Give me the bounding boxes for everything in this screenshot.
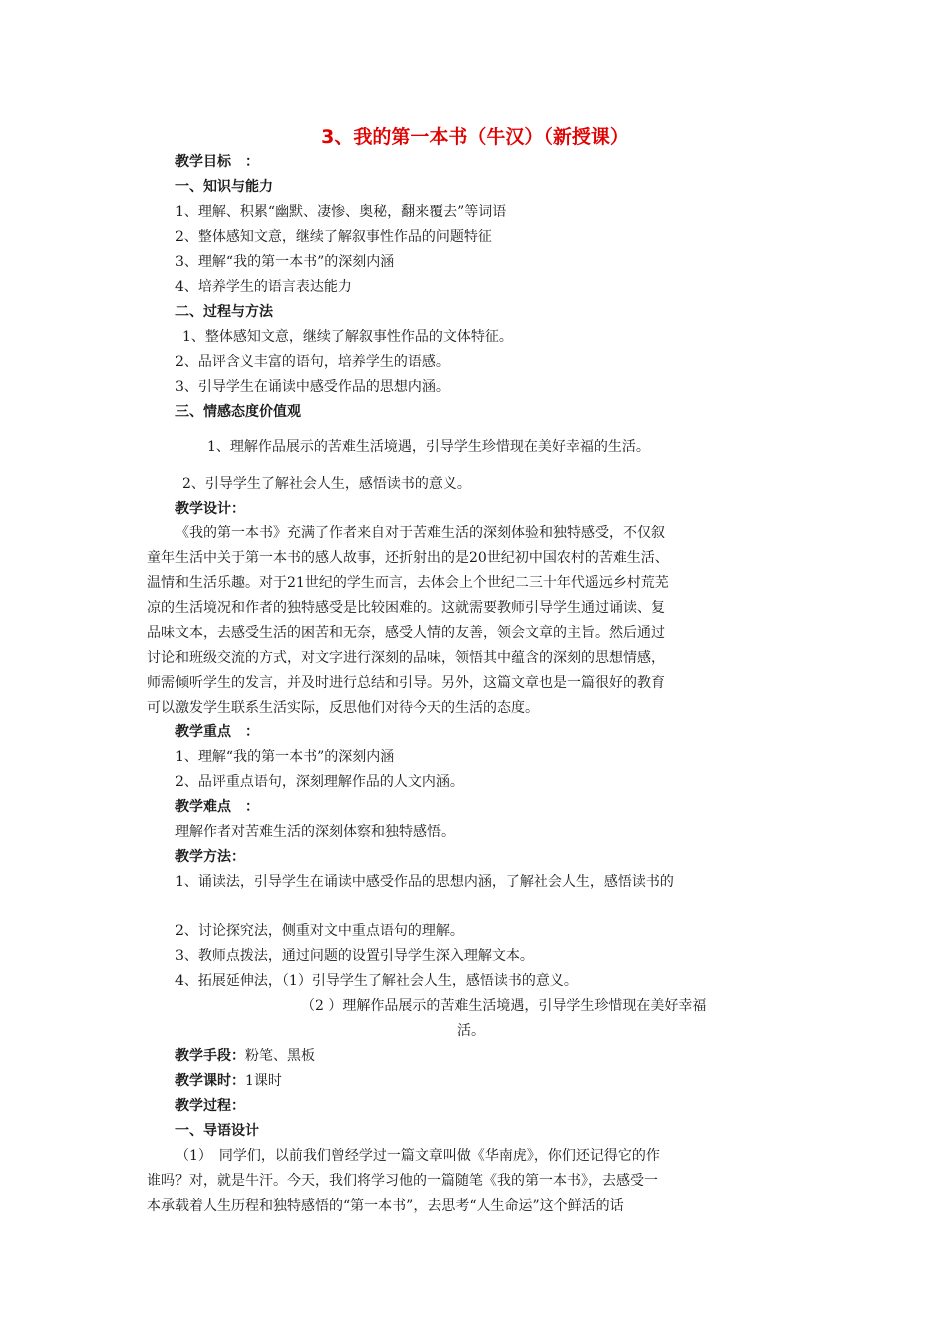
- means-row: [175, 1046, 315, 1066]
- method-sub-item-cont: 活。: [457, 1023, 485, 1039]
- means-value: 粉笔、黑板: [245, 1048, 315, 1064]
- means-label: 教学手段：: [175, 1048, 245, 1064]
- design-line: 师需倾听学生的发言，并及时进行总结和引导。另外，这篇文章也是一篇很好的教育: [147, 675, 665, 691]
- method-item: 3、教师点拨法，通过问题的设置引导学生深入理解文本。: [175, 948, 534, 964]
- process-item: 2、品评含义丰富的语句，培养学生的语感。: [175, 354, 450, 370]
- procedure-line: 谁吗？对，就是牛汗。今天，我们将学习他的一篇随笔《我的第一本书》，去感受一: [147, 1173, 658, 1189]
- method-item: 1、诵读法，引导学生在诵读中感受作品的思想内涵，了解社会人生，感悟读书的: [175, 874, 674, 890]
- knowledge-item: 2、整体感知文意，继续了解叙事性作品的问题特征: [175, 229, 492, 245]
- hours-label: 教学课时：: [175, 1073, 245, 1089]
- procedure-line: 本承载着人生历程和独特感悟的“第一本书”，去思考“人生命运”这个鲜活的话: [147, 1198, 624, 1214]
- procedure-heading: 教学过程：: [175, 1098, 245, 1114]
- knowledge-heading: 一、知识与能力: [175, 179, 273, 195]
- design-line: 温情和生活乐趣。对于21世纪的学生而言，去体会上个世纪二三十年代遥远乡村荒芜: [147, 575, 669, 591]
- emotion-item: 2、引导学生了解社会人生，感悟读书的意义。: [182, 476, 471, 492]
- difficulty-text: 理解作者对苦难生活的深刻体察和独特感悟。: [175, 824, 455, 840]
- procedure-line: （1） 同学们，以前我们曾经学过一篇文章叫做《华南虎》，你们还记得它的作: [175, 1148, 660, 1164]
- design-line: 凉的生活境况和作者的独特感受是比较困难的。这就需要教师引导学生通过诵读、复: [147, 600, 665, 616]
- design-line: 讨论和班级交流的方式，对文字进行深刻的品味，领悟其中蕴含的深刻的思想情感，: [147, 650, 665, 666]
- method-sub-item: （2 ）理解作品展示的苦难生活境遇，引导学生珍惜现在美好幸福: [301, 998, 707, 1014]
- emotion-item: 1、理解作品展示的苦难生活境遇，引导学生珍惜现在美好幸福的生活。: [207, 439, 650, 455]
- intro-heading: 一、导语设计: [175, 1123, 259, 1139]
- method-item: 4、拓展延伸法，（1）引导学生了解社会人生，感悟读书的意义。: [175, 973, 578, 989]
- design-line: 品味文本，去感受生活的困苦和无奈，感受人情的友善，领会文章的主旨。然后通过: [147, 625, 665, 641]
- process-item: 1、整体感知文意，继续了解叙事性作品的文体特征。: [182, 329, 513, 345]
- knowledge-item: 4、培养学生的语言表达能力: [175, 279, 352, 295]
- design-line: 《我的第一本书》充满了作者来自对于苦难生活的深刻体验和独特感受，不仅叙: [175, 525, 665, 541]
- process-item: 3、引导学生在诵读中感受作品的思想内涵。: [175, 379, 450, 395]
- hours-value: 1课时: [245, 1073, 282, 1089]
- goals-heading: 教学目标 ：: [175, 154, 259, 170]
- emotion-heading: 三、情感态度价值观: [175, 404, 301, 420]
- difficulty-heading: 教学难点 ：: [175, 799, 259, 815]
- key-point-item: 1、理解“我的第一本书”的深刻内涵: [175, 749, 395, 765]
- process-heading: 二、过程与方法: [175, 304, 273, 320]
- knowledge-item: 3、理解“我的第一本书”的深刻内涵: [175, 254, 395, 270]
- hours-row: [175, 1071, 282, 1091]
- method-item: 2、讨论探究法，侧重对文中重点语句的理解。: [175, 923, 464, 939]
- knowledge-item: 1、理解、积累“幽默、凄惨、奥秘，翻来覆去”等词语: [175, 204, 507, 220]
- key-point-item: 2、品评重点语句，深刻理解作品的人文内涵。: [175, 774, 464, 790]
- design-line: 童年生活中关于第一本书的感人故事，还折射出的是20世纪初中国农村的苦难生活、: [147, 550, 669, 566]
- design-line: 可以激发学生联系生活实际，反思他们对待今天的生活的态度。: [147, 700, 539, 716]
- key-points-heading: 教学重点 ：: [175, 724, 259, 740]
- methods-heading: 教学方法：: [175, 849, 245, 865]
- design-heading: 教学设计：: [175, 501, 245, 517]
- document-title: 3、我的第一本书（牛汉）（新授课）: [321, 126, 629, 148]
